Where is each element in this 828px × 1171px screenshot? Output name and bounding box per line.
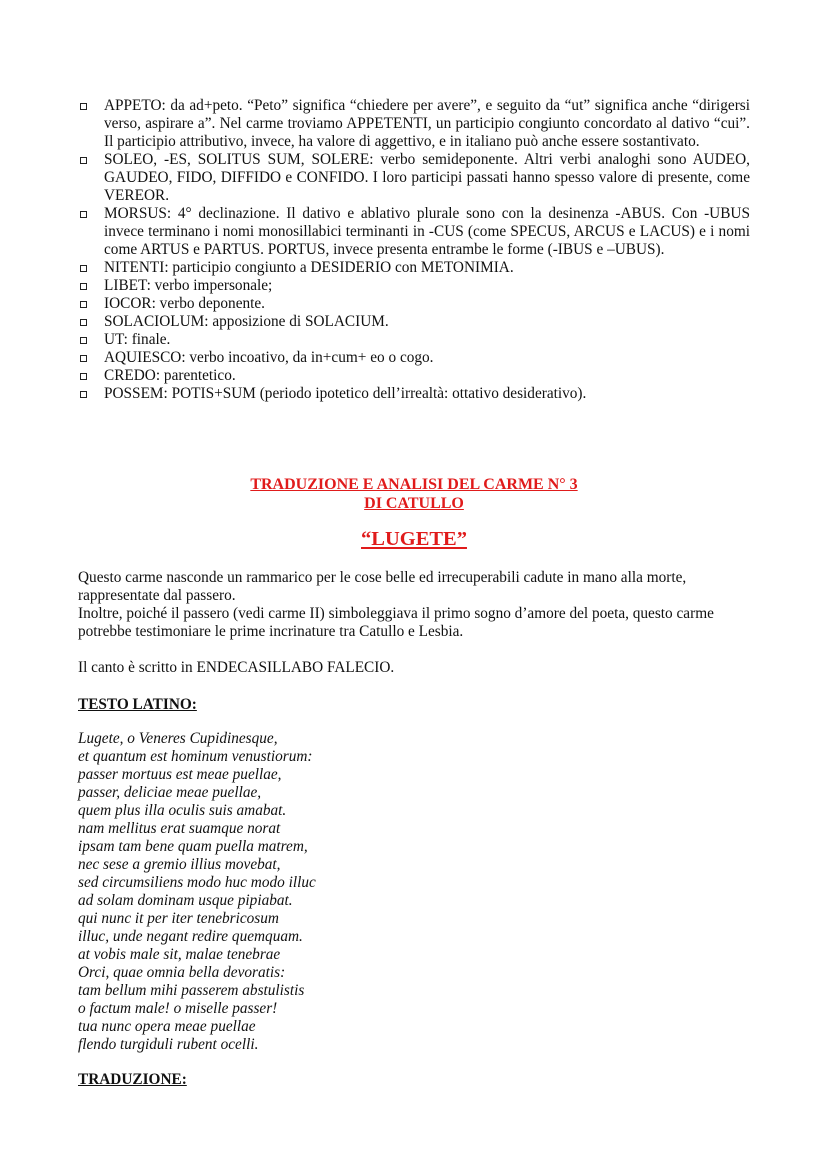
latin-poem	[78, 730, 316, 1054]
section-title-line2: DI CATULLO	[364, 495, 464, 512]
list-item: AQUIESCO: verbo incoativo, da in+cum+ eo o cogo.	[78, 349, 750, 367]
checkbox-bullet-icon	[80, 355, 87, 362]
poem-line: passer mortuus est meae puellae,	[78, 766, 282, 783]
poem-line: nam mellitus erat suamque norat	[78, 820, 281, 837]
poem-line: illuc, unde negant redire quemquam.	[78, 928, 303, 945]
poem-line: qui nunc it per iter tenebricosum	[78, 910, 279, 927]
list-item: SOLEO, -ES, SOLITUS SUM, SOLERE: verbo semideponente. Altri verbi analoghi sono AUDEO, GAUDEO, FIDO, DIFFIDO e CONFIDO. I loro participi passati hanno spesso valore di presente, come VEREOR.	[78, 151, 750, 205]
checkbox-bullet-icon	[80, 283, 87, 290]
list-item: SOLACIOLUM: apposizione di SOLACIUM.	[78, 313, 750, 331]
checkbox-bullet-icon	[80, 337, 87, 344]
meter-note: Il canto è scritto in ENDECASILLABO FALECIO.	[78, 659, 395, 676]
list-item: APPETO: da ad+peto. “Peto” significa “chiedere per avere”, e seguito da “ut” significa anche “dirigersi verso, aspirare a”. Nel carme troviamo APPETENTI, un participio congiunto concordato al dativo “cui”. Il participio attributivo, invece, ha valore di aggettivo, e in italiano può anche essere sostantivato.	[78, 97, 750, 151]
translation-heading: TRADUZIONE:	[78, 1071, 187, 1088]
poem-line: flendo turgiduli rubent ocelli.	[78, 1036, 259, 1053]
poem-line: nec sese a gremio illius movebat,	[78, 856, 281, 873]
poem-line: ad solam dominam usque pipiabat.	[78, 892, 293, 909]
section-title: TRADUZIONE E ANALISI DEL CARME N° 3	[250, 476, 578, 493]
checkbox-bullet-icon	[80, 319, 87, 326]
checkbox-bullet-icon	[80, 265, 87, 272]
list-item: UT: finale.	[78, 331, 750, 349]
list-item: POSSEM: POTIS+SUM (periodo ipotetico dell’irrealtà: ottativo desiderativo).	[78, 385, 750, 403]
intro-paragraph	[78, 569, 750, 641]
poem-line: tua nunc opera meae puellae	[78, 1018, 256, 1035]
poem-line: o factum male! o miselle passer!	[78, 1000, 278, 1017]
checkbox-bullet-icon	[80, 391, 87, 398]
checkbox-bullet-icon	[80, 103, 87, 110]
intro-text-1: Questo carme nasconde un rammarico per le cose belle ed irrecuperabili cadute in mano alla morte, rappresentate dal passero.	[78, 569, 687, 604]
poem-line: Lugete, o Veneres Cupidinesque,	[78, 730, 278, 747]
list-item: LIBET: verbo impersonale;	[78, 277, 750, 295]
poem-line: tam bellum mihi passerem abstulistis	[78, 982, 305, 999]
list-item: NITENTI: participio congiunto a DESIDERIO con METONIMIA.	[78, 259, 750, 277]
grammar-notes-list	[78, 97, 750, 403]
poem-line: et quantum est hominum venustiorum:	[78, 748, 313, 765]
poem-title: “LUGETE”	[361, 528, 467, 550]
poem-line: passer, deliciae meae puellae,	[78, 784, 262, 801]
list-item: CREDO: parentetico.	[78, 367, 750, 385]
intro-text-2: Inoltre, poiché il passero (vedi carme II) simboleggiava il primo sogno d’amore del poeta, questo carme potrebbe testimoniare le prime incrinature tra Catullo e Lesbia.	[78, 605, 714, 640]
latin-text-heading: TESTO LATINO:	[78, 696, 197, 713]
checkbox-bullet-icon	[80, 301, 87, 308]
poem-line: Orci, quae omnia bella devoratis:	[78, 964, 286, 981]
poem-line: at vobis male sit, malae tenebrae	[78, 946, 281, 963]
list-item: MORSUS: 4° declinazione. Il dativo e ablativo plurale sono con la desinenza -ABUS. Con -UBUS invece terminano i nomi monosillabici terminanti in -CUS (come SPECUS, ARCUS e LACUS) e i nomi come ARTUS e PARTUS. PORTUS, invece presenta entrambe le forme (-IBUS e –UBUS).	[78, 205, 750, 259]
checkbox-bullet-icon	[80, 211, 87, 218]
poem-line: quem plus illa oculis suis amabat.	[78, 802, 287, 819]
list-item: IOCOR: verbo deponente.	[78, 295, 750, 313]
poem-line: sed circumsiliens modo huc modo illuc	[78, 874, 316, 891]
poem-line: ipsam tam bene quam puella matrem,	[78, 838, 308, 855]
checkbox-bullet-icon	[80, 373, 87, 380]
checkbox-bullet-icon	[80, 157, 87, 164]
